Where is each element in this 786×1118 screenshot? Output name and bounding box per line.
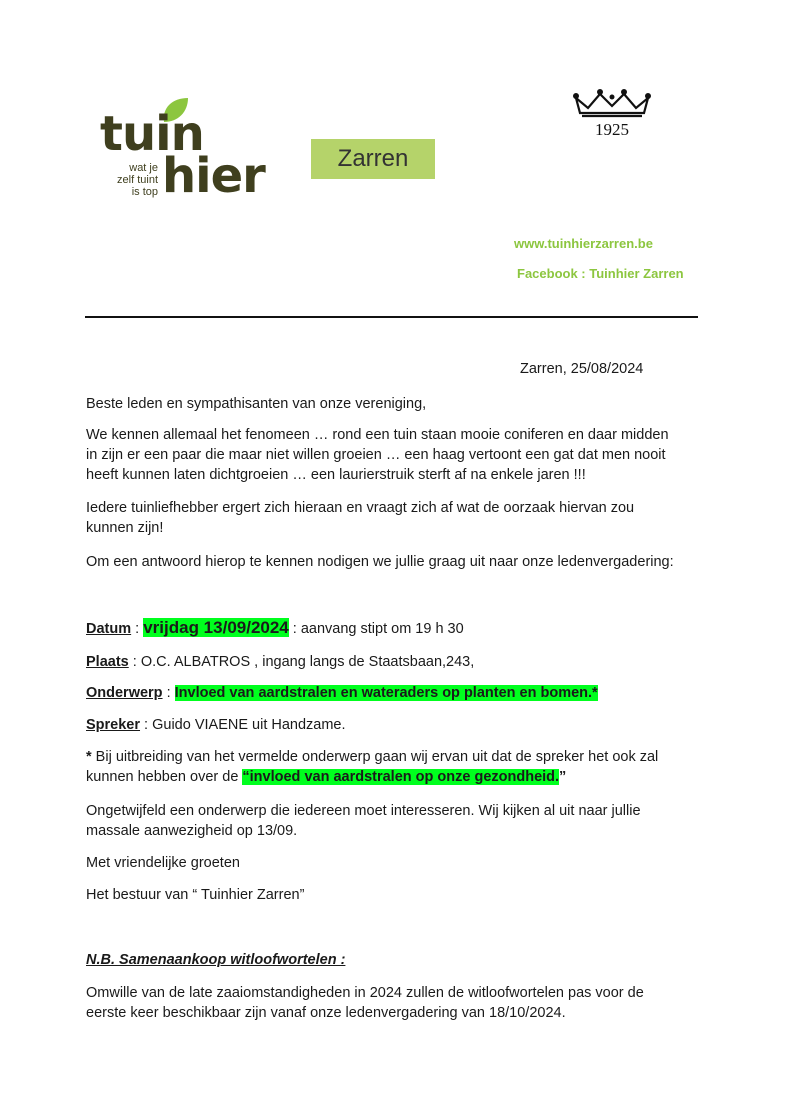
detail-spreker xyxy=(86,715,706,735)
website-link[interactable]: www.tuinhierzarren.be xyxy=(514,236,653,251)
tuinhier-logo xyxy=(100,96,265,208)
onderwerp-value: Invloed van aardstralen en wateraders op planten en bomen.* xyxy=(174,685,598,701)
detail-datum: Datum : vrijdag 13/09/2024 : aanvang stipt om 19 h 30 xyxy=(86,618,464,637)
paragraph-4: Ongetwijfeld een onderwerp die iedereen moet interesseren. Wij kijken al uit naar jullie massale aanwezigheid op 13/09. xyxy=(86,803,641,839)
spreker-label: Spreker xyxy=(86,717,141,733)
nb-heading: N.B. Samenaankoop witloofwortelen : xyxy=(86,952,346,968)
closing: Met vriendelijke groeten xyxy=(86,855,240,871)
branch-label: Zarren xyxy=(311,139,435,179)
plaats-label: Plaats xyxy=(86,654,129,670)
datum-value: vrijdag 13/09/2024 xyxy=(143,618,289,637)
detail-onderwerp: Onderwerp : Invloed van aardstralen en wateraders op planten en bomen.* xyxy=(86,685,598,701)
note-highlight: “invloed van aardstralen op onze gezondheid. xyxy=(242,769,560,785)
letter-date: Zarren, 25/08/2024 xyxy=(520,361,644,377)
paragraph-3: Om een antwoord hierop te kennen nodigen we jullie graag uit naar onze ledenvergadering: xyxy=(86,554,674,570)
signature: Het bestuur van “ Tuinhier Zarren” xyxy=(86,887,305,903)
facebook-link[interactable]: Facebook : Tuinhier Zarren xyxy=(517,266,684,281)
emblem-year: 1925 xyxy=(595,120,629,139)
datum-label: Datum xyxy=(86,621,132,637)
spreker-value: : Guido VIAENE uit Handzame. xyxy=(140,717,346,733)
logo-word-bottom: hier xyxy=(162,148,265,204)
header-divider xyxy=(85,316,698,318)
paragraph-2: Iedere tuinliefhebber ergert zich hieraan en vraagt zich af wat de oorzaak hiervan zou kunnen zijn! xyxy=(86,500,635,536)
logo-tagline: wat je zelf tuint is top xyxy=(117,162,158,198)
crown-icon xyxy=(570,88,654,118)
detail-plaats xyxy=(86,652,706,672)
footnote: * Bij uitbreiding van het vermelde onderwerp gaan wij ervan uit dat de spreker het ook zal kunnen hebben over de “invloed van aardstralen op onze gezondheid.” xyxy=(86,749,659,785)
plaats-value: : O.C. ALBATROS , ingang langs de Staatsbaan,243, xyxy=(128,654,475,670)
greeting: Beste leden en sympathisanten van onze vereniging, xyxy=(86,396,427,412)
logo-word-top: tuin xyxy=(100,106,204,162)
paragraph-1: We kennen allemaal het fenomeen … rond een tuin staan mooie coniferen en daar midden in zijn er een paar die maar niet willen groeien … een haag vertoont een gat dat men nooit heeft kunnen laten dichtgroeien … een laurierstruik sterft af na enkele jaren !!! xyxy=(86,427,669,483)
onderwerp-label: Onderwerp xyxy=(86,685,163,701)
nb-text: Omwille van de late zaaiomstandigheden in 2024 zullen de witloofwortelen pas voor de eerste keer beschikbaar zijn vanaf onze ledenvergadering van 18/10/2024. xyxy=(86,985,644,1021)
